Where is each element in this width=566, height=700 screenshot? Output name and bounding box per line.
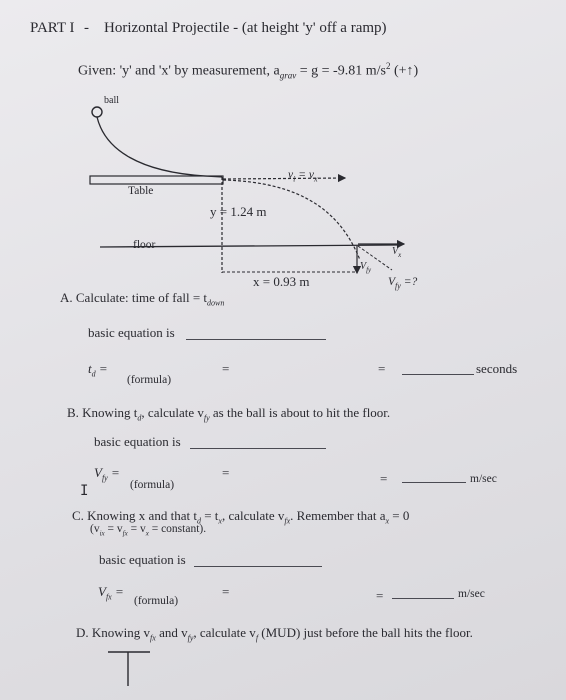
vfy-eq: =? — [400, 276, 418, 288]
part-a-var — [88, 362, 108, 379]
part-c-tail: . Remember that a — [290, 508, 386, 523]
part-c-mid: = t — [200, 508, 219, 523]
note-s1: ix — [99, 529, 105, 538]
given-label: Given: — [78, 63, 117, 79]
part-b-eq: = — [110, 465, 120, 480]
header-dash: - — [84, 20, 89, 36]
part-c-var — [98, 585, 124, 602]
ramp-curve — [97, 117, 222, 177]
text-cursor-icon: I — [80, 483, 89, 499]
x-distance-label: x = 0.93 m — [253, 274, 310, 289]
vx-label — [392, 247, 401, 259]
vx-v: V — [392, 246, 399, 257]
part-d-rest: , calculate v — [193, 625, 256, 640]
part-b-tail: as the ball is about to hit the floor. — [209, 405, 391, 420]
part-a-var-sub: d — [91, 369, 96, 379]
note-m2: = v — [127, 523, 146, 535]
part-label: PART I — [30, 20, 75, 36]
part-b-sub1: d — [137, 413, 142, 423]
part-d-heading — [76, 626, 473, 643]
note-end: = constant). — [148, 523, 207, 535]
part-a-eq3: = — [378, 361, 386, 376]
given-text: 'y' and 'x' by measurement, a — [119, 63, 280, 79]
vfy-label — [388, 277, 417, 290]
vi-eq: = v — [295, 169, 314, 181]
vi-sub: i — [293, 174, 296, 184]
vi-sub2: x — [313, 174, 318, 184]
vx-sub: x — [398, 251, 402, 259]
part-c-rest: , calculate v — [221, 508, 285, 523]
note-s2: fx — [122, 529, 128, 538]
trajectory-path — [223, 180, 360, 260]
part-a-basic: basic equation is — [88, 325, 175, 340]
part-a-text: A. Calculate: time of fall = t — [60, 290, 208, 305]
part-a-sub: down — [207, 298, 225, 308]
part-b-basic-blank[interactable] — [190, 448, 326, 449]
part-c-note — [90, 524, 206, 537]
part-b-heading — [67, 406, 390, 423]
part-d-text: D. Knowing v — [76, 625, 151, 640]
vi-v: v — [288, 169, 294, 181]
vector-sketch — [100, 642, 160, 692]
vfy-small-v: V — [360, 261, 367, 272]
part-a-unit: seconds — [476, 361, 518, 376]
vfy-small-label — [360, 262, 371, 274]
table-label: Table — [128, 185, 154, 197]
vfy-small-sub: fy — [366, 266, 372, 274]
part-c-end: = 0 — [389, 508, 410, 523]
ramp-diagram — [0, 80, 566, 380]
part-c-basic: basic equation is — [99, 552, 186, 567]
part-c-sub1: d — [196, 516, 201, 526]
part-b-answer-blank[interactable] — [402, 482, 466, 483]
part-c-sub4: x — [385, 516, 390, 526]
part-a-eq2: = — [222, 361, 230, 376]
part-b-formula: (formula) — [130, 479, 175, 491]
part-c-sub2: x — [218, 516, 222, 526]
table-shape — [90, 176, 223, 184]
part-a-answer-blank[interactable] — [402, 374, 474, 375]
part-b-text: B. Knowing t — [67, 405, 138, 420]
part-a-heading — [60, 291, 224, 308]
part-a-var-t: t — [88, 361, 92, 376]
vfy-sub: fy — [395, 281, 401, 291]
part-b-var-sub: fy — [101, 473, 108, 483]
part-c-basic-blank[interactable] — [194, 566, 322, 567]
part-c-eq: = — [114, 584, 124, 599]
vi-label — [288, 170, 318, 183]
ball-icon — [92, 107, 102, 117]
part-a-eq: = — [98, 361, 108, 376]
given-sup: 2 — [385, 61, 391, 71]
part-d-sub3: f — [255, 633, 259, 643]
floor-label: floor — [133, 239, 156, 251]
given-sub: grav — [279, 70, 297, 81]
part-a-basic-blank[interactable] — [186, 339, 326, 340]
part-c-var-sub: fx — [105, 592, 112, 602]
note-a: (v — [90, 523, 100, 535]
vfy-v: V — [388, 276, 396, 288]
part-d-sub1: fx — [150, 633, 156, 643]
part-b-basic: basic equation is — [94, 434, 181, 449]
vi-arrow — [223, 178, 345, 179]
note-s3: x — [145, 529, 149, 538]
part-c-unit: m/sec — [458, 588, 485, 600]
given-tail: (+↑) — [390, 63, 419, 79]
given-line — [78, 62, 418, 80]
note-m1: = v — [104, 523, 123, 535]
ball-label: ball — [104, 95, 119, 106]
page-title: Horizontal Projectile - (at height 'y' off a ramp) — [104, 20, 387, 36]
given-rest: = g = -9.81 m/s — [296, 63, 386, 79]
part-b-eq3: = — [380, 471, 388, 486]
part-c-var-v: V — [98, 584, 106, 599]
part-c-eq2: = — [222, 584, 230, 599]
part-b-unit: m/sec — [470, 473, 497, 485]
part-c-answer-blank[interactable] — [392, 598, 454, 599]
part-c-formula: (formula) — [134, 595, 179, 607]
part-c-eq3: = — [376, 588, 384, 603]
part-d-tail: (MUD) just before the ball hits the floor. — [258, 625, 473, 640]
part-b-var-v: V — [94, 465, 102, 480]
part-b-rest: , calculate v — [141, 405, 204, 420]
part-a-formula: (formula) — [127, 374, 172, 386]
height-label: y = 1.24 m — [210, 204, 267, 219]
part-c-sub3: fx — [284, 516, 291, 526]
part-b-eq2: = — [222, 465, 230, 480]
part-d-mid: and v — [155, 625, 188, 640]
part-b-sub2: fy — [203, 413, 210, 423]
part-b-var — [94, 466, 120, 483]
part-c-text: C. Knowing x and that t — [72, 508, 197, 523]
part-d-sub2: fy — [187, 633, 194, 643]
